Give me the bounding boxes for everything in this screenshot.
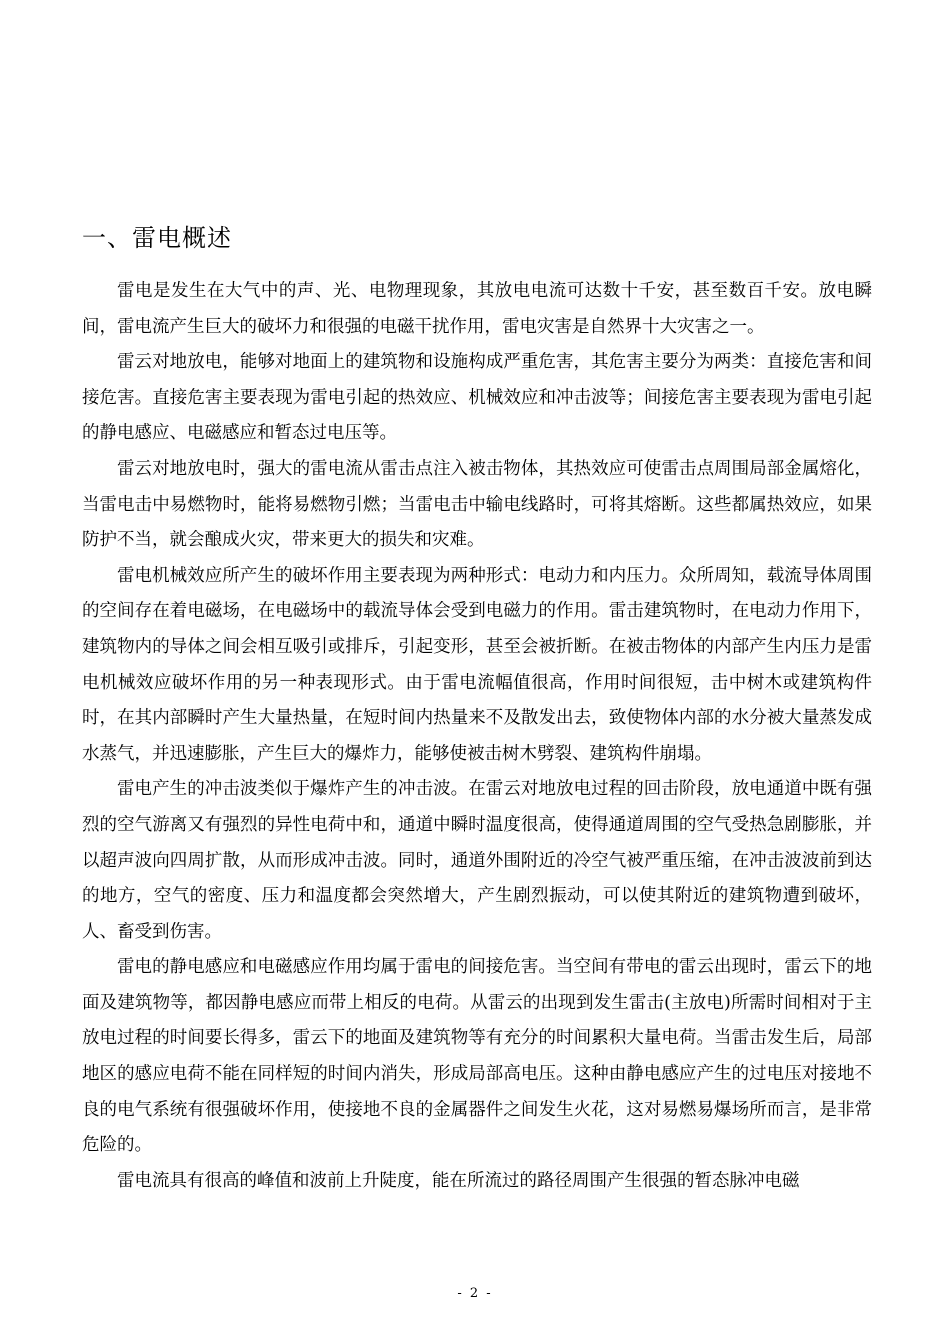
paragraph-electromagnetic-pulse: 雷电流具有很高的峰值和波前上升陡度，能在所流过的路径周围产生很强的暂态脉冲电磁: [117, 1170, 800, 1191]
body-text: [82, 274, 872, 1199]
paragraph-hazard-types: 雷云对地放电，能够对地面上的建筑物和设施构成严重危害，其危害主要分为两类：直接危害和间接危害。直接危害主要表现为雷电引起的热效应、机械效应和冲击波等；间接危害主要表现为雷电引起的静电感应、电磁感应和暂态过电压等。: [82, 352, 872, 444]
paragraph-overview: 雷电是发生在大气中的声、光、电物理现象，其放电电流可达数十千安，甚至数百千安。放电瞬间，雷电流产生巨大的破坏力和很强的电磁干扰作用，雷电灾害是自然界十大灾害之一。: [82, 281, 872, 337]
paragraph-shock-wave: 雷电产生的冲击波类似于爆炸产生的冲击波。在雷云对地放电过程的回击阶段，放电通道中既有强烈的空气游离又有强烈的异性电荷中和，通道中瞬时温度很高，使得通道周围的空气受热急剧膨胀，并以超声波向四周扩散，从而形成冲击波。同时，通道外围附近的冷空气被严重压缩，在冲击波波前到达的地方，空气的密度、压力和温度都会突然增大，产生剧烈振动，可以使其附近的建筑物遭到破坏，人、畜受到伤害。: [82, 779, 872, 942]
paragraph-mechanical-effect: 雷电机械效应所产生的破坏作用主要表现为两种形式：电动力和内压力。众所周知，载流导体周围的空间存在着电磁场，在电磁场中的载流导体会受到电磁力的作用。雷击建筑物时，在电动力作用下，建筑物内的导体之间会相互吸引或排斥，引起变形，甚至会被折断。在被击物体的内部产生内压力是雷电机械效应破坏作用的另一种表现形式。由于雷电流幅值很高，作用时间很短，击中树木或建筑构件时，在其内部瞬时产生大量热量，在短时间内热量来不及散发出去，致使物体内部的水分被大量蒸发成水蒸气，并迅速膨胀，产生巨大的爆炸力，能够使被击树木劈裂、建筑构件崩塌。: [82, 565, 872, 764]
section-title: 一、雷电概述: [82, 224, 232, 252]
page-number: - 2 -: [457, 1286, 493, 1301]
paragraph-thermal-effect: 雷云对地放电时，强大的雷电流从雷击点注入被击物体，其热效应可使雷击点周围局部金属熔化，当雷电击中易燃物时，能将易燃物引燃；当雷电击中输电线路时，可将其熔断。这些都属热效应，如果防护不当，就会酿成火灾，带来更大的损失和灾难。: [82, 458, 872, 551]
paragraph-induction: 雷电的静电感应和电磁感应作用均属于雷电的间接危害。当空间有带电的雷云出现时，雷云下的地面及建筑物等，都因静电感应而带上相反的电荷。从雷云的出现到发生雷击(主放电)所需时间相对于主放电过程的时间要长得多，雷云下的地面及建筑物等有充分的时间累积大量电荷。当雷击发生后，局部地区的感应电荷不能在同样短的时间内消失，形成局部高电压。这种由静电感应产生的过电压对接地不良的电气系统有很强破坏作用，使接地不良的金属器件之间发生火花，这对易燃易爆场所而言，是非常危险的。: [82, 957, 872, 1156]
